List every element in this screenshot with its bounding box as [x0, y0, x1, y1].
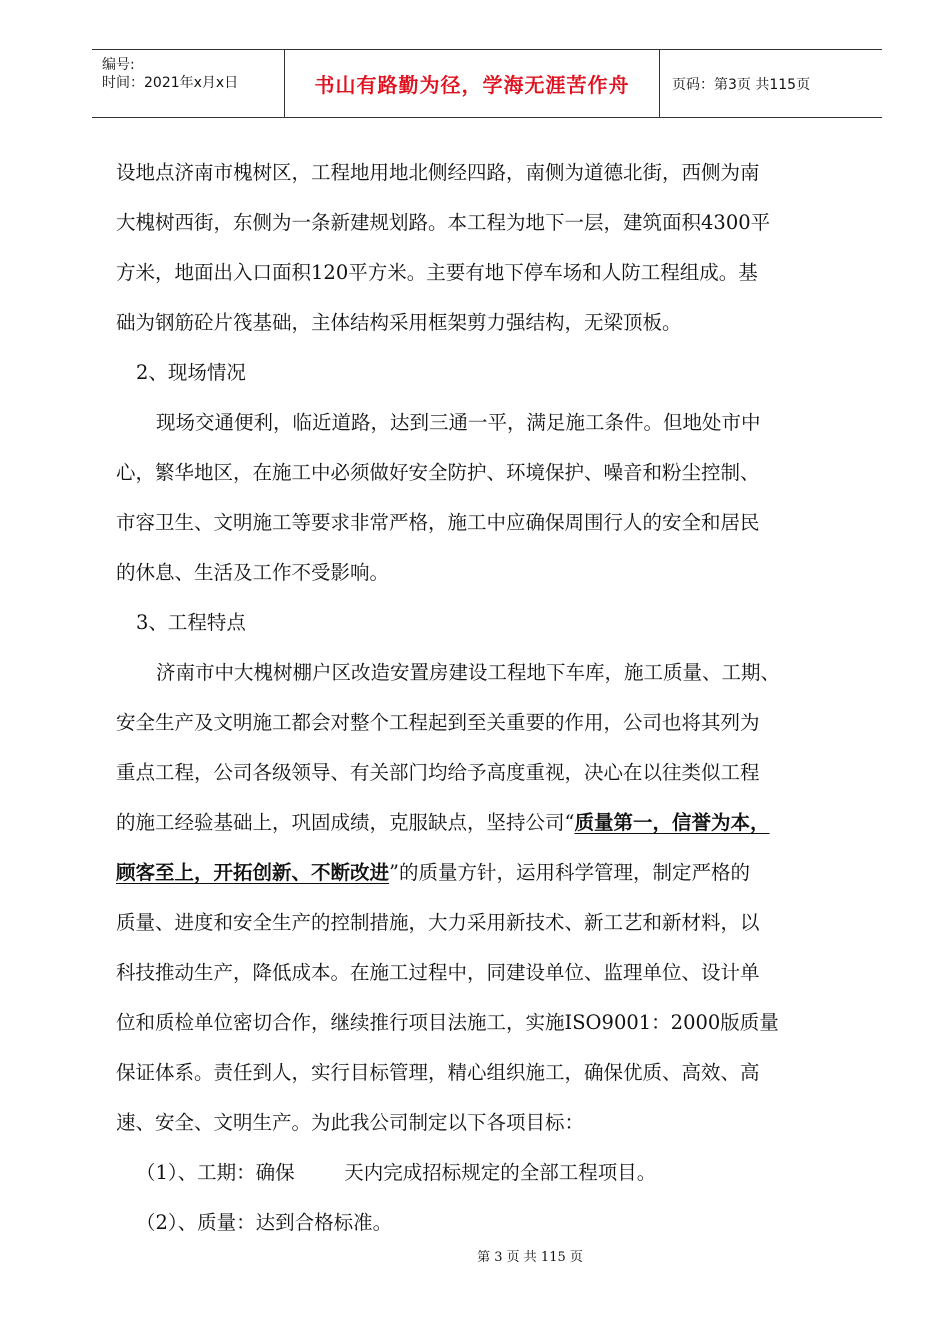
body-line: 础为钢筋砼片筏基础，主体结构采用框架剪力强结构，无梁顶板。 — [116, 311, 682, 334]
quality-policy-part2: 顾客至上，开拓创新、不断改进 — [116, 861, 390, 884]
document-body — [116, 148, 876, 1248]
body-line: 重点工程，公司各级领导、有关部门均给予高度重视，决心在以往类似工程 — [116, 761, 760, 784]
page-info-text: 页码：第3页 共115页 — [672, 76, 811, 93]
goal-schedule: （1）、工期：确保 天内完成招标规定的全部工程项目。 — [136, 1161, 657, 1184]
body-line: 保证体系。责任到人，实行目标管理，精心组织施工，确保优质、高效、高 — [116, 1061, 760, 1084]
body-line: 心，繁华地区，在施工中必须做好安全防护、环境保护、噪音和粉尘控制、 — [116, 461, 760, 484]
number-label: 编号: — [102, 57, 135, 73]
body-line: 现场交通便利，临近道路，达到三通一平，满足施工条件。但地处市中 — [156, 411, 761, 434]
body-line: 济南市中大槐树棚户区改造安置房建设工程地下车库，施工质量、工期、 — [156, 661, 781, 684]
body-line: 市容卫生、文明施工等要求非常严格，施工中应确保周围行人的安全和居民 — [116, 511, 760, 534]
motto-text: 书山有路勤为径，学海无涯苦作舟 — [314, 73, 630, 97]
header-meta — [92, 50, 284, 117]
time-label: 时间：2021年x月x日 — [102, 75, 239, 91]
goal-quality: （2）、质量：达到合格标准。 — [136, 1211, 393, 1234]
page-footer — [0, 1246, 950, 1265]
body-line-quality-cont — [116, 848, 876, 898]
page-header — [92, 49, 882, 118]
body-line: 科技推动生产，降低成本。在施工过程中，同建设单位、监理单位、设计单 — [116, 961, 760, 984]
section-heading-features: 3、工程特点 — [136, 611, 246, 634]
body-line: 质量、进度和安全生产的控制措施，大力采用新技术、新工艺和新材料，以 — [116, 911, 760, 934]
section-heading-site: 2、现场情况 — [136, 361, 246, 384]
body-line: 安全生产及文明施工都会对整个工程起到至关重要的作用，公司也将其列为 — [116, 711, 760, 734]
quality-pre-text: 的施工经验基础上，巩固成绩，克服缺点，坚持公司“ — [116, 811, 575, 834]
quality-post-text: ”的质量方针，运用科学管理，制定严格的 — [389, 861, 750, 884]
body-line: 速、安全、文明生产。为此我公司制定以下各项目标： — [116, 1111, 585, 1134]
body-line: 设地点济南市槐树区，工程地用地北侧经四路，南侧为道德北街，西侧为南 — [116, 161, 760, 184]
body-line: 方米，地面出入口面积120平方米。主要有地下停车场和人防工程组成。基 — [116, 261, 758, 284]
footer-page-number: 第 3 页 共 115 页 — [477, 1250, 583, 1265]
body-line: 位和质检单位密切合作，继续推行项目法施工，实施ISO9001：2000版质量 — [116, 1011, 779, 1034]
header-page-info — [660, 50, 882, 117]
body-line: 的休息、生活及工作不受影响。 — [116, 561, 390, 584]
body-line-quality — [116, 798, 876, 848]
quality-policy-part1: 质量第一，信誉为本， — [574, 811, 770, 834]
body-line: 大槐树西街，东侧为一条新建规划路。本工程为地下一层，建筑面积4300平 — [116, 211, 771, 234]
header-motto-cell — [284, 50, 660, 117]
